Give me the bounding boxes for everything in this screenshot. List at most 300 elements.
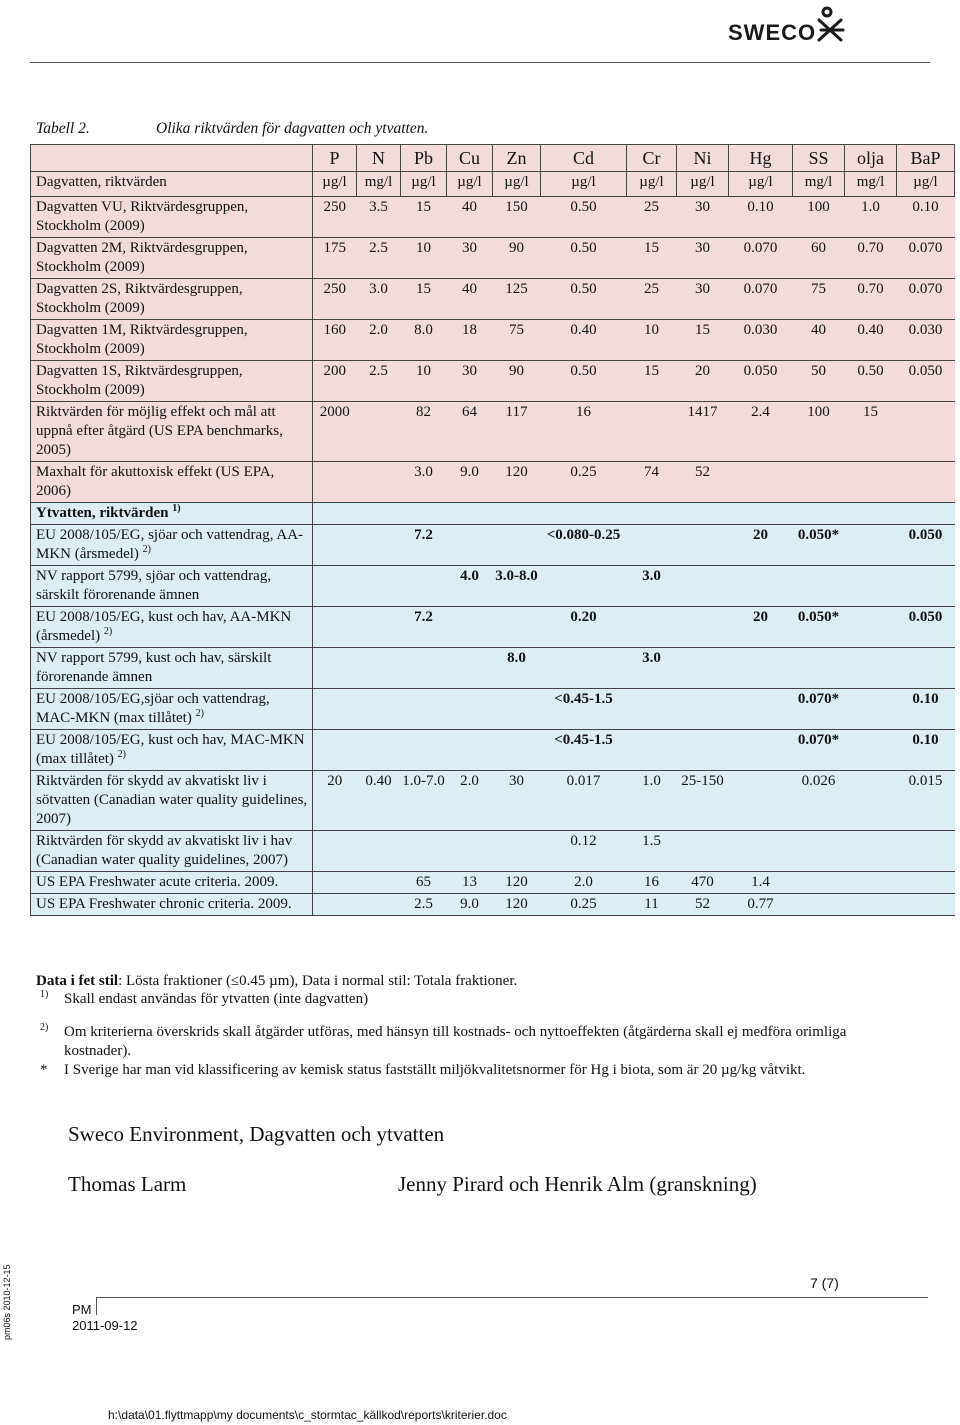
row-footnote-mark: 2) (103, 626, 113, 637)
value-cell (677, 648, 729, 689)
value-cell: 30 (447, 238, 493, 279)
value-cell (845, 648, 897, 689)
value-cell: 9.0 (447, 894, 493, 916)
value-cell: 1.4 (729, 872, 793, 894)
value-cell: 18 (447, 320, 493, 361)
value-cell: 0.10 (897, 730, 955, 771)
value-cell (729, 730, 793, 771)
row-label-text: NV rapport 5799, sjöar och vattendrag, särskilt förorenande ämnen (36, 568, 272, 603)
row-label: Dagvatten VU, Riktvärdesgruppen, Stockholm (2009) (31, 197, 313, 238)
value-cell (845, 607, 897, 648)
unit-cell: µg/l (627, 172, 677, 197)
value-cell: 3.0 (401, 462, 447, 503)
document-type: PM (72, 1302, 92, 1317)
value-cell (313, 566, 357, 607)
table-row (31, 872, 955, 894)
value-cell (793, 872, 845, 894)
value-cell (627, 503, 677, 525)
table-row (31, 607, 955, 648)
value-cell: 2.5 (401, 894, 447, 916)
value-cell: 0.070 (729, 238, 793, 279)
value-cell: 90 (493, 238, 541, 279)
value-cell: 0.10 (897, 197, 955, 238)
value-cell: 0.070 (729, 279, 793, 320)
value-cell (493, 503, 541, 525)
value-cell (845, 566, 897, 607)
value-cell: 250 (313, 279, 357, 320)
value-cell: 0.40 (541, 320, 627, 361)
value-cell: 100 (793, 197, 845, 238)
value-cell (897, 831, 955, 872)
caption-title: Olika riktvärden för dagvatten och ytvatten. (156, 120, 429, 137)
value-cell: 20 (729, 525, 793, 566)
value-cell: 15 (401, 279, 447, 320)
value-cell (401, 730, 447, 771)
value-cell (677, 730, 729, 771)
table-row (31, 320, 955, 361)
value-cell: 100 (793, 402, 845, 462)
value-cell (897, 402, 955, 462)
value-cell: 0.070* (793, 689, 845, 730)
value-cell: <0.45-1.5 (541, 689, 627, 730)
value-cell (845, 730, 897, 771)
row-label (31, 648, 313, 689)
column-header: Cd (541, 145, 627, 172)
value-cell (897, 462, 955, 503)
value-cell: 7.2 (401, 525, 447, 566)
value-cell: 10 (401, 238, 447, 279)
value-cell: 2.0 (357, 320, 401, 361)
value-cell: 10 (401, 361, 447, 402)
row-label (31, 525, 313, 566)
value-cell (677, 503, 729, 525)
row-label (31, 771, 313, 831)
value-cell: 8.0 (401, 320, 447, 361)
value-cell: 0.50 (541, 197, 627, 238)
table-row (31, 689, 955, 730)
row-label-text: NV rapport 5799, kust och hav, särskilt förorenande ämnen (36, 650, 272, 685)
column-header: Pb (401, 145, 447, 172)
value-cell (729, 771, 793, 831)
value-cell (357, 503, 401, 525)
value-cell: 4.0 (447, 566, 493, 607)
value-cell: 13 (447, 872, 493, 894)
value-cell: 0.40 (845, 320, 897, 361)
table-row (31, 361, 955, 402)
value-cell (447, 503, 493, 525)
value-cell: 3.0 (627, 648, 677, 689)
value-cell: 30 (677, 197, 729, 238)
value-cell (357, 525, 401, 566)
value-cell: 60 (793, 238, 845, 279)
value-cell (793, 831, 845, 872)
row-label (31, 872, 313, 894)
value-cell: 40 (447, 197, 493, 238)
value-cell (627, 730, 677, 771)
value-cell: 30 (677, 238, 729, 279)
value-cell (313, 730, 357, 771)
value-cell: 15 (845, 402, 897, 462)
value-cell (401, 831, 447, 872)
value-cell (493, 831, 541, 872)
value-cell (677, 607, 729, 648)
value-cell (845, 831, 897, 872)
row-label-text: Riktvärden för skydd av akvatiskt liv i sötvatten (Canadian water quality guidelines, 2007) (36, 773, 308, 827)
row-label (31, 894, 313, 916)
table-row (31, 462, 955, 503)
units-row (31, 172, 955, 197)
page-number: 7 (7) (810, 1275, 839, 1291)
value-cell: 0.40 (357, 771, 401, 831)
value-cell (493, 607, 541, 648)
column-header: Zn (493, 145, 541, 172)
surface-section-row (31, 503, 955, 525)
footnote-mark: 2) (40, 1022, 49, 1033)
value-cell: 470 (677, 872, 729, 894)
value-cell: 1.0 (627, 771, 677, 831)
value-cell: 0.25 (541, 894, 627, 916)
value-cell: 3.0-8.0 (493, 566, 541, 607)
value-cell (541, 503, 627, 525)
value-cell (677, 831, 729, 872)
value-cell (447, 607, 493, 648)
footnote-3 (36, 1061, 916, 1080)
value-cell: 175 (313, 238, 357, 279)
value-cell (313, 462, 357, 503)
row-label (31, 831, 313, 872)
value-cell: 1.5 (627, 831, 677, 872)
row-label: Dagvatten 2S, Riktvärdesgruppen, Stockholm (2009) (31, 279, 313, 320)
column-header-row (31, 145, 955, 172)
value-cell: 20 (729, 607, 793, 648)
value-cell (897, 503, 955, 525)
value-cell: 0.10 (729, 197, 793, 238)
reviewer-names: Jenny Pirard och Henrik Alm (granskning) (398, 1172, 757, 1196)
value-cell: 0.050* (793, 607, 845, 648)
value-cell (401, 648, 447, 689)
value-cell (845, 771, 897, 831)
author-name: Thomas Larm (68, 1172, 187, 1196)
table-row (31, 402, 955, 462)
column-header: Ni (677, 145, 729, 172)
table-row (31, 894, 955, 916)
table-row (31, 771, 955, 831)
value-cell: 120 (493, 462, 541, 503)
value-cell (845, 462, 897, 503)
value-cell: 50 (793, 361, 845, 402)
criteria-table (30, 144, 955, 916)
row-label-text: US EPA Freshwater chronic criteria. 2009. (36, 896, 292, 912)
value-cell: 15 (627, 238, 677, 279)
value-cell: 120 (493, 894, 541, 916)
value-cell (627, 525, 677, 566)
column-header: P (313, 145, 357, 172)
value-cell: 2.5 (357, 361, 401, 402)
unit-cell: mg/l (793, 172, 845, 197)
value-cell (677, 689, 729, 730)
column-header: Hg (729, 145, 793, 172)
value-cell (313, 831, 357, 872)
footer-title: Sweco Environment, Dagvatten och ytvatten (68, 1122, 445, 1146)
value-cell: 1.0-7.0 (401, 771, 447, 831)
value-cell (357, 872, 401, 894)
section-footnote-mark: 1) (172, 503, 181, 514)
value-cell (793, 894, 845, 916)
footnote-mark: 1) (40, 989, 49, 1000)
sweco-mark-icon (816, 6, 846, 42)
value-cell: 125 (493, 279, 541, 320)
value-cell: 15 (627, 361, 677, 402)
value-cell: 1.0 (845, 197, 897, 238)
header-rule (30, 62, 930, 63)
row-label-text: US EPA Freshwater acute criteria. 2009. (36, 874, 279, 890)
row-label (31, 607, 313, 648)
value-cell: 120 (493, 872, 541, 894)
row-label (31, 566, 313, 607)
value-cell (447, 730, 493, 771)
value-cell (493, 689, 541, 730)
footnote-mark: * (40, 1062, 48, 1078)
value-cell: 117 (493, 402, 541, 462)
value-cell: 2000 (313, 402, 357, 462)
column-header: N (357, 145, 401, 172)
unit-cell: µg/l (677, 172, 729, 197)
unit-cell: µg/l (729, 172, 793, 197)
value-cell: 30 (677, 279, 729, 320)
unit-cell: µg/l (897, 172, 955, 197)
value-cell: 52 (677, 894, 729, 916)
value-cell: 40 (793, 320, 845, 361)
footnote-text: Om kriterierna överskrids skall åtgärder utföras, med hänsyn till kostnads- och nyttoeffekten (åtgärderna skall ej medföra orimliga kostnader). (64, 1024, 847, 1059)
header-blank-cell (31, 145, 313, 172)
value-cell: 0.015 (897, 771, 955, 831)
value-cell: 0.050 (897, 525, 955, 566)
value-cell (357, 566, 401, 607)
value-cell (313, 872, 357, 894)
row-label-text: EU 2008/105/EG, sjöar och vattendrag, AA-MKN (årsmedel) (36, 527, 304, 562)
row-label: Dagvatten 2M, Riktvärdesgruppen, Stockholm (2009) (31, 238, 313, 279)
value-cell: 2.0 (447, 771, 493, 831)
value-cell (627, 402, 677, 462)
value-cell: 0.70 (845, 238, 897, 279)
value-cell: <0.45-1.5 (541, 730, 627, 771)
value-cell (897, 872, 955, 894)
value-cell: 16 (541, 402, 627, 462)
table-row (31, 730, 955, 771)
column-header: SS (793, 145, 845, 172)
row-footnote-mark: 2) (117, 749, 126, 760)
row-footnote-mark: 2) (195, 708, 204, 719)
value-cell (493, 525, 541, 566)
file-path: h:\data\01.flyttmapp\my documents\c_stormtac_källkod\reports\kriterier.doc (108, 1408, 507, 1422)
value-cell: 25-150 (677, 771, 729, 831)
value-cell (357, 730, 401, 771)
value-cell: 1417 (677, 402, 729, 462)
value-cell: 2.0 (541, 872, 627, 894)
value-cell (313, 894, 357, 916)
value-cell (729, 503, 793, 525)
value-cell: 0.050 (897, 361, 955, 402)
value-cell: 20 (313, 771, 357, 831)
value-cell (729, 462, 793, 503)
logo-text: SWECO (728, 20, 817, 45)
value-cell (845, 872, 897, 894)
column-header: olja (845, 145, 897, 172)
value-cell: 150 (493, 197, 541, 238)
value-cell (627, 689, 677, 730)
footnotes (36, 990, 916, 1086)
value-cell: 64 (447, 402, 493, 462)
table-row (31, 648, 955, 689)
value-cell: 75 (793, 279, 845, 320)
value-cell: 15 (677, 320, 729, 361)
value-cell: 0.77 (729, 894, 793, 916)
row-label: Riktvärden för möjlig effekt och mål att uppnå efter åtgärd (US EPA benchmarks, 2005) (31, 402, 313, 462)
value-cell (401, 503, 447, 525)
row-label-text: EU 2008/105/EG, kust och hav, MAC-MKN (max tillåtet) (36, 732, 305, 767)
value-cell: 0.50 (541, 238, 627, 279)
unit-cell: mg/l (357, 172, 401, 197)
value-cell (729, 566, 793, 607)
value-cell (357, 689, 401, 730)
value-cell: 75 (493, 320, 541, 361)
value-cell (357, 894, 401, 916)
value-cell (541, 648, 627, 689)
value-cell: 16 (627, 872, 677, 894)
value-cell: 2.5 (357, 238, 401, 279)
value-cell: 0.10 (897, 689, 955, 730)
value-cell (793, 648, 845, 689)
row-label-text: EU 2008/105/EG, kust och hav, AA-MKN (årsmedel) (36, 609, 292, 644)
value-cell (897, 566, 955, 607)
value-cell: 200 (313, 361, 357, 402)
surface-section-label (31, 503, 313, 525)
column-header: BaP (897, 145, 955, 172)
value-cell: 3.0 (627, 566, 677, 607)
value-cell: 2.4 (729, 402, 793, 462)
value-cell (313, 525, 357, 566)
value-cell (845, 894, 897, 916)
units-row-label: Dagvatten, riktvärden (31, 172, 313, 197)
value-cell (401, 566, 447, 607)
value-cell (493, 730, 541, 771)
footnote-1 (36, 990, 916, 1009)
table-caption (36, 120, 428, 138)
value-cell (729, 689, 793, 730)
footnote-2 (36, 1023, 916, 1061)
value-cell (897, 894, 955, 916)
value-cell (627, 607, 677, 648)
footnote-text: Skall endast användas för ytvatten (inte dagvatten) (64, 991, 369, 1007)
value-cell (357, 648, 401, 689)
unit-cell: µg/l (541, 172, 627, 197)
document-date: 2011-09-12 (72, 1318, 138, 1333)
table-row (31, 197, 955, 238)
value-cell: <0.080-0.25 (541, 525, 627, 566)
unit-cell: µg/l (447, 172, 493, 197)
footer-rule (96, 1297, 928, 1298)
value-cell: 7.2 (401, 607, 447, 648)
table-row (31, 831, 955, 872)
value-cell: 0.20 (541, 607, 627, 648)
unit-cell: mg/l (845, 172, 897, 197)
table-row (31, 566, 955, 607)
value-cell (793, 462, 845, 503)
row-label: Dagvatten 1M, Riktvärdesgruppen, Stockholm (2009) (31, 320, 313, 361)
value-cell (313, 689, 357, 730)
column-header: Cr (627, 145, 677, 172)
row-label (31, 730, 313, 771)
footnote-text: I Sverige har man vid klassificering av kemisk status fastställt miljökvalitetsnormer för Hg i biota, som är 20 µg/kg våtvikt. (64, 1062, 806, 1078)
value-cell: 0.070 (897, 238, 955, 279)
row-label (31, 689, 313, 730)
value-cell: 65 (401, 872, 447, 894)
value-cell (541, 566, 627, 607)
value-cell: 160 (313, 320, 357, 361)
row-label: Maxhalt för akuttoxisk effekt (US EPA, 2006) (31, 462, 313, 503)
row-label-text: Riktvärden för skydd av akvatiskt liv i hav (Canadian water quality guidelines, 2007) (36, 833, 293, 868)
section-title: Ytvatten, riktvärden (36, 505, 169, 521)
value-cell (447, 689, 493, 730)
value-cell: 52 (677, 462, 729, 503)
value-cell: 30 (493, 771, 541, 831)
value-cell: 30 (447, 361, 493, 402)
value-cell (447, 648, 493, 689)
value-cell (447, 831, 493, 872)
column-header: Cu (447, 145, 493, 172)
value-cell: 40 (447, 279, 493, 320)
value-cell (313, 503, 357, 525)
value-cell (357, 607, 401, 648)
value-cell (677, 566, 729, 607)
footer-rule-tick (96, 1297, 97, 1315)
value-cell: 3.0 (357, 279, 401, 320)
value-cell (845, 689, 897, 730)
value-cell: 11 (627, 894, 677, 916)
value-cell (313, 648, 357, 689)
value-cell: 0.25 (541, 462, 627, 503)
value-cell: 0.070* (793, 730, 845, 771)
value-cell: 0.50 (845, 361, 897, 402)
legend (36, 972, 517, 991)
value-cell: 9.0 (447, 462, 493, 503)
row-footnote-mark: 2) (142, 544, 151, 555)
value-cell: 10 (627, 320, 677, 361)
value-cell: 250 (313, 197, 357, 238)
value-cell: 20 (677, 361, 729, 402)
value-cell: 0.50 (541, 279, 627, 320)
sweco-logo (728, 6, 846, 46)
value-cell: 25 (627, 197, 677, 238)
value-cell (793, 503, 845, 525)
value-cell (401, 689, 447, 730)
value-cell: 0.070 (897, 279, 955, 320)
value-cell (357, 831, 401, 872)
value-cell (357, 402, 401, 462)
value-cell: 90 (493, 361, 541, 402)
row-label-text: EU 2008/105/EG,sjöar och vattendrag, MAC-MKN (max tillåtet) (36, 691, 270, 726)
value-cell: 15 (401, 197, 447, 238)
value-cell: 3.5 (357, 197, 401, 238)
unit-cell: µg/l (493, 172, 541, 197)
value-cell: 74 (627, 462, 677, 503)
table-row (31, 279, 955, 320)
value-cell (357, 462, 401, 503)
value-cell: 0.50 (541, 361, 627, 402)
value-cell (729, 831, 793, 872)
value-cell: 0.050* (793, 525, 845, 566)
value-cell: 8.0 (493, 648, 541, 689)
